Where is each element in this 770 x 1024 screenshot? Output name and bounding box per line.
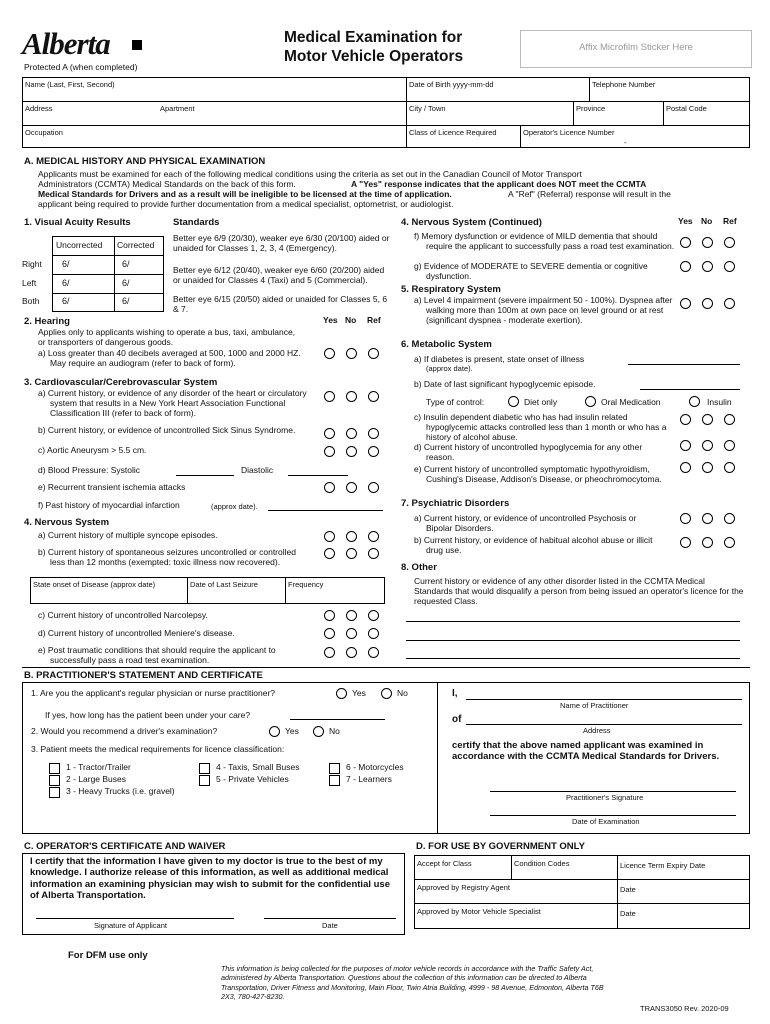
insulin-radio[interactable]: [689, 396, 700, 407]
cardio-c-yes[interactable]: [324, 446, 335, 457]
cardio-a-yes[interactable]: [324, 391, 335, 402]
hearing-desc: Applies only to applicants wishing to operate a bus, taxi, ambulance, or transporters of dangerous goods.: [38, 327, 296, 347]
right-corrected[interactable]: 6/: [122, 259, 130, 269]
cardio-a-ref[interactable]: [368, 391, 379, 402]
name-field[interactable]: Name (Last, First, Second): [25, 80, 115, 89]
sticker-label: Affix Microfilm Sticker Here: [579, 42, 693, 53]
psychiatric-b: b) Current history, or evidence of habitual alcohol abuse or illicit drug use.: [414, 535, 653, 555]
metabolic-c-yes[interactable]: [680, 414, 691, 425]
standard-3: Better eye 6/15 (20/50) aided or unaided for Classes 5, 6 & 7.: [173, 294, 388, 314]
diabetes-onset-input[interactable]: [628, 364, 740, 365]
other-line-3[interactable]: [406, 658, 740, 659]
nervous-f-no[interactable]: [702, 237, 713, 248]
address-caption: Address: [583, 726, 611, 735]
practitioner-address-input[interactable]: [466, 724, 742, 725]
q2-no-label: No: [329, 726, 340, 736]
waiver-text: I certify that the information I have given to my doctor is true to the best of my knowledge. I authorize release of this information, as well as additional medical information an examining physician may wish to submit for the confidential use of Alberta Transportation.: [30, 856, 390, 902]
class-5-checkbox[interactable]: [199, 775, 210, 786]
hearing-title: 2. Hearing: [24, 316, 70, 327]
form-code: TRANS3050 Rev. 2020-09: [640, 1004, 729, 1013]
form-title-line2: Motor Vehicle Operators: [284, 48, 464, 65]
respiratory-a: a) Level 4 impairment (severe impairment 50 - 100%). Dyspnea after walking more than 100m at own pace on level ground or at rest (significant dyspnea - moderate exertion).: [414, 295, 673, 325]
intro-line-3b: A "Ref" (Referral) response will result in the: [508, 189, 671, 199]
class-7-checkbox[interactable]: [329, 775, 340, 786]
metabolic-b: b) Date of last significant hypoglycemic episode.: [414, 379, 596, 389]
standard-2: Better eye 6/12 (20/40), weaker eye 6/60 (20/200) aided or unaided for Classes 4 (Taxi) and 5 (Commercial).: [173, 265, 385, 285]
i-label: I,: [452, 688, 458, 699]
q2-yes-label: Yes: [285, 726, 299, 736]
intro-line-2a: Administrators (CCMTA) Medical Standards on the back of this form.: [38, 179, 296, 189]
q1-yes-label: Yes: [352, 688, 366, 698]
standards-title: Standards: [173, 217, 220, 228]
metabolic-e-ref[interactable]: [724, 462, 735, 473]
nervous-g-yes[interactable]: [680, 261, 691, 272]
q1-no-radio[interactable]: [381, 688, 392, 699]
nervous-d: d) Current history of uncontrolled Meniere's disease.: [38, 628, 235, 638]
cardio-c-no[interactable]: [346, 446, 357, 457]
psychiatric-b-no[interactable]: [702, 537, 713, 548]
registry-agent-field[interactable]: Approved by Registry Agent: [417, 883, 510, 892]
cardio-e-yes[interactable]: [324, 482, 335, 493]
nervous-e: e) Post traumatic conditions that should require the applicant to successfully pass a road test examination.: [38, 645, 276, 665]
hypoglycemic-date-input[interactable]: [640, 389, 740, 390]
dfm-label: For DFM use only: [68, 950, 148, 961]
q2-yes-radio[interactable]: [269, 726, 280, 737]
certify-text: certify that the above named applicant was examined in accordance with the CCMTA Medical Standards for Drivers.: [452, 740, 720, 762]
province-field[interactable]: Province: [576, 104, 606, 113]
last-seizure-field[interactable]: Date of Last Seizure: [190, 580, 258, 589]
metabolic-d-ref[interactable]: [724, 440, 735, 451]
psychiatric-a-yes[interactable]: [680, 513, 691, 524]
respiratory-a-yes[interactable]: [680, 298, 691, 309]
hearing-a-no[interactable]: [346, 348, 357, 359]
cardio-d: d) Blood Pressure: Systolic: [38, 465, 141, 475]
metabolic-d-no[interactable]: [702, 440, 713, 451]
nervous-a: a) Current history of multiple syncope episodes.: [38, 530, 218, 540]
yes-header-left: Yes: [323, 315, 338, 325]
metabolic-a-date-label: (approx date).: [426, 364, 473, 373]
respiratory-a-ref[interactable]: [724, 298, 735, 309]
psychiatric-b-yes[interactable]: [680, 537, 691, 548]
exam-date-caption: Date of Examination: [572, 817, 640, 826]
right-label: Right: [22, 259, 42, 269]
other-title: 8. Other: [401, 562, 437, 573]
cardio-e-no[interactable]: [346, 482, 357, 493]
class-6-label: 6 - Motorcycles: [346, 762, 404, 772]
diastolic-input[interactable]: [288, 475, 348, 476]
privacy-notice: This information is being collected for the purposes of motor vehicle records in accordance with the Traffic Safety Act, administered by Alberta Transportation. Questions about the collection of this information can be directed to Alberta Transportation, Driver Fitness and Monitoring, Main Floor, Twin Atria Building, 4999 - 98 Avenue, Edmonton, Alberta T6B 2X3, 780-427-8230.: [221, 964, 604, 1002]
systolic-input[interactable]: [176, 475, 234, 476]
section-c-title: C. OPERATOR'S CERTIFICATE AND WAIVER: [24, 841, 226, 852]
nervous-f-ref[interactable]: [724, 237, 735, 248]
nervous-cont-title: 4. Nervous System (Continued): [401, 217, 542, 228]
no-header-right: No: [701, 216, 713, 226]
cardio-b-yes[interactable]: [324, 428, 335, 439]
intro-line-2b: A "Yes" response indicates that the applicant does NOT meet the CCMTA: [351, 179, 647, 189]
both-uncorrected[interactable]: 6/: [62, 296, 70, 306]
care-duration-input[interactable]: [290, 719, 385, 720]
ref-header-left: Ref: [367, 315, 381, 325]
other-line-2[interactable]: [406, 640, 740, 641]
yes-header-right: Yes: [678, 216, 693, 226]
class-3-label: 3 - Heavy Trucks (i.e. gravel): [66, 786, 175, 796]
postal-field[interactable]: Postal Code: [666, 104, 707, 113]
nervous-c-yes[interactable]: [324, 610, 335, 621]
accept-class-field[interactable]: Accept for Class: [417, 859, 472, 868]
diet-only-radio[interactable]: [508, 396, 519, 407]
cardio-b: b) Current history, or evidence of uncontrolled Sick Sinus Syndrome.: [38, 425, 296, 435]
hearing-a-ref[interactable]: [368, 348, 379, 359]
q2-no-radio[interactable]: [313, 726, 324, 737]
cardio-a: a) Current history, or evidence of any disorder of the heart or circulatory system that results in a New York Heart Association Functional Classification III (refer to back of form).: [38, 388, 307, 418]
diet-only-label: Diet only: [524, 397, 558, 407]
mvs-field[interactable]: Approved by Motor Vehicle Specialist: [417, 907, 541, 916]
q3-label: 3. Patient meets the medical requirements for licence classification:: [31, 744, 285, 754]
cardio-c-ref[interactable]: [368, 446, 379, 457]
both-corrected[interactable]: 6/: [122, 296, 130, 306]
protected-label: Protected A (when completed): [24, 62, 138, 72]
nervous-a-no[interactable]: [346, 531, 357, 542]
cardio-c: c) Aortic Aneurysm > 5.5 cm.: [38, 445, 147, 455]
mvs-date-field[interactable]: Date: [620, 909, 636, 918]
other-desc: Current history or evidence of any other disorder listed in the CCMTA Medical Standards that would disqualify a person from being issued an operator's licence for the requested Class.: [414, 576, 744, 606]
licence-number-field[interactable]: Operator's Licence Number: [523, 128, 615, 137]
logo-flag-icon: [132, 40, 142, 50]
condition-codes-field[interactable]: Condition Codes: [514, 859, 570, 868]
class-4-label: 4 - Taxis, Small Buses: [216, 762, 300, 772]
nervous-b-ref[interactable]: [368, 548, 379, 559]
nervous-g-no[interactable]: [702, 261, 713, 272]
nervous-b-yes[interactable]: [324, 548, 335, 559]
applicant-signature-caption: Signature of Applicant: [94, 921, 167, 930]
form-title-line1: Medical Examination for: [284, 29, 463, 46]
nervous-f: f) Memory dysfunction or evidence of MILD dementia that should require the applicant to successfully pass a road test examination.: [414, 231, 675, 251]
no-header-left: No: [345, 315, 357, 325]
class-7-label: 7 - Learners: [346, 774, 392, 784]
insulin-label: Insulin: [707, 397, 732, 407]
q1-no-label: No: [397, 688, 408, 698]
metabolic-d-yes[interactable]: [680, 440, 691, 451]
licence-dash: -: [624, 138, 627, 147]
psychiatric-a-no[interactable]: [702, 513, 713, 524]
nervous-b: b) Current history of spontaneous seizures uncontrolled or controlled less than 12 months (exempted: toxic illness now recovered).: [38, 547, 296, 567]
class-2-checkbox[interactable]: [49, 775, 60, 786]
q1-yes-radio[interactable]: [336, 688, 347, 699]
cardio-f: f) Past history of myocardial infarction: [38, 500, 180, 510]
dob-field[interactable]: Date of Birth yyyy-mm-dd: [409, 80, 494, 89]
metabolic-e: e) Current history of uncontrolled symptomatic hypothyroidism, Cushing's Disease, Addison's Disease, or pheochromocytoma.: [414, 464, 662, 484]
intro-line-1: Applicants must be examined for each of the following medical conditions using the criteria as set out in the Canadian Council of Motor Transport: [38, 169, 582, 179]
nervous-a-ref[interactable]: [368, 531, 379, 542]
metabolic-c-no[interactable]: [702, 414, 713, 425]
class-3-checkbox[interactable]: [49, 787, 60, 798]
left-label: Left: [22, 278, 37, 288]
address-field[interactable]: Address: [25, 104, 53, 113]
left-uncorrected[interactable]: 6/: [62, 278, 70, 288]
class-1-label: 1 - Tractor/Trailer: [66, 762, 131, 772]
other-line-1[interactable]: [406, 621, 740, 622]
left-corrected[interactable]: 6/: [122, 278, 130, 288]
control-label: Type of control:: [426, 397, 485, 407]
occupation-field[interactable]: Occupation: [25, 128, 63, 137]
psychiatric-b-ref[interactable]: [724, 537, 735, 548]
phone-field[interactable]: Telephone Number: [592, 80, 656, 89]
class-1-checkbox[interactable]: [49, 763, 60, 774]
class-5-label: 5 - Private Vehicles: [216, 774, 289, 784]
nervous-g: g) Evidence of MODERATE to SEVERE dementia or cognitive dysfunction.: [414, 261, 648, 281]
uncorrected-header: Uncorrected: [56, 240, 103, 250]
metabolic-c-ref[interactable]: [724, 414, 735, 425]
hearing-a-yes[interactable]: [324, 348, 335, 359]
psychiatric-title: 7. Psychiatric Disorders: [401, 498, 510, 509]
nervous-e-ref[interactable]: [368, 647, 379, 658]
nervous-g-ref[interactable]: [724, 261, 735, 272]
both-label: Both: [22, 296, 40, 306]
metabolic-c: c) Insulin dependent diabetic who has had insulin related hypoglycemic attacks controlled less than 1 month or who has a history of alcohol abuse.: [414, 412, 667, 442]
ref-header-right: Ref: [723, 216, 737, 226]
licence-expiry-field[interactable]: Licence Term Expiry Date: [620, 861, 706, 870]
nervous-e-no[interactable]: [346, 647, 357, 658]
metabolic-a: a) If diabetes is present, state onset of illness: [414, 354, 585, 364]
cardio-e: e) Recurrent transient ischemia attacks: [38, 482, 186, 492]
class-2-label: 2 - Large Buses: [66, 774, 127, 784]
cardio-b-ref[interactable]: [368, 428, 379, 439]
licence-class-field[interactable]: Class of Licence Required: [409, 128, 497, 137]
cardio-f-date-label: (approx date).: [211, 502, 258, 511]
applicant-date-caption: Date: [322, 921, 338, 930]
metabolic-e-yes[interactable]: [680, 462, 691, 473]
registry-date-field[interactable]: Date: [620, 885, 636, 894]
nervous-d-no[interactable]: [346, 628, 357, 639]
diastolic-label: Diastolic: [241, 465, 274, 475]
signature-caption: Practitioner's Signature: [566, 793, 644, 802]
apartment-field[interactable]: Apartment: [160, 104, 195, 113]
section-d-title: D. FOR USE BY GOVERNMENT ONLY: [416, 841, 585, 852]
visual-acuity-title: 1. Visual Acuity Results: [24, 217, 131, 228]
microfilm-sticker-box: [520, 30, 752, 68]
section-a-title: A. MEDICAL HISTORY AND PHYSICAL EXAMINATION: [24, 156, 266, 167]
nervous-d-ref[interactable]: [368, 628, 379, 639]
practitioner-name-input[interactable]: [466, 699, 742, 700]
nervous-title: 4. Nervous System: [24, 517, 110, 528]
metabolic-d: d) Current history of uncontrolled hypoglycemia for any other reason.: [414, 442, 643, 462]
applicant-date-input[interactable]: [264, 918, 396, 919]
practitioner-signature-input[interactable]: [490, 791, 736, 792]
psychiatric-a: a) Current history, or evidence of uncontrolled Psychosis or Bipolar Disorders.: [414, 513, 637, 533]
nervous-c: c) Current history of uncontrolled Narcolepsy.: [38, 610, 208, 620]
intro-line-4: applicant being required to provide further documentation from a medical specialist, optometrist, or audiologist.: [38, 199, 454, 209]
alberta-logo: Alberta: [22, 26, 110, 61]
cardio-e-ref[interactable]: [368, 482, 379, 493]
oral-medication-radio[interactable]: [585, 396, 596, 407]
city-field[interactable]: City / Town: [409, 104, 446, 113]
section-b-title: B. PRACTITIONER'S STATEMENT AND CERTIFICATE: [24, 670, 263, 681]
practitioner-name-caption: Name of Practitioner: [560, 701, 629, 710]
onset-field[interactable]: State onset of Disease (approx date): [33, 580, 156, 589]
nervous-c-ref[interactable]: [368, 610, 379, 621]
frequency-field[interactable]: Frequency: [288, 580, 324, 589]
nervous-d-yes[interactable]: [324, 628, 335, 639]
of-label: of: [452, 714, 462, 725]
nervous-f-yes[interactable]: [680, 237, 691, 248]
metabolic-title: 6. Metabolic System: [401, 339, 492, 350]
q1b-label: If yes, how long has the patient been under your care?: [45, 710, 251, 720]
oral-medication-label: Oral Medication: [601, 397, 661, 407]
standard-1: Better eye 6/9 (20/30), weaker eye 6/30 (20/100) aided or unaided for Classes 1, 2, 3, 4 (Emergency).: [173, 233, 390, 253]
cardio-title: 3. Cardiovascular/Cerebrovascular System: [24, 377, 218, 388]
respiratory-title: 5. Respiratory System: [401, 284, 501, 295]
nervous-b-no[interactable]: [346, 548, 357, 559]
exam-date-input[interactable]: [490, 815, 736, 816]
intro-line-3a: Medical Standards for Drivers and as a result will be ineligible to be licensed at the time of application.: [38, 189, 452, 199]
class-6-checkbox[interactable]: [329, 763, 340, 774]
psychiatric-a-ref[interactable]: [724, 513, 735, 524]
nervous-e-yes[interactable]: [324, 647, 335, 658]
mi-date-input[interactable]: [268, 510, 383, 511]
q2-label: 2. Would you recommend a driver's examination?: [31, 726, 218, 736]
cardio-b-no[interactable]: [346, 428, 357, 439]
nervous-a-yes[interactable]: [324, 531, 335, 542]
q1-label: 1. Are you the applicant's regular physician or nurse practitioner?: [31, 688, 276, 698]
hearing-a: a) Loss greater than 40 decibels averaged at 500, 1000 and 2000 HZ. May require an audiogram (refer to back of form).: [38, 348, 301, 368]
cardio-a-no[interactable]: [346, 391, 357, 402]
corrected-header: Corrected: [117, 240, 155, 250]
nervous-c-no[interactable]: [346, 610, 357, 621]
metabolic-e-no[interactable]: [702, 462, 713, 473]
class-4-checkbox[interactable]: [199, 763, 210, 774]
right-uncorrected[interactable]: 6/: [62, 259, 70, 269]
applicant-signature-input[interactable]: [36, 918, 234, 919]
respiratory-a-no[interactable]: [702, 298, 713, 309]
